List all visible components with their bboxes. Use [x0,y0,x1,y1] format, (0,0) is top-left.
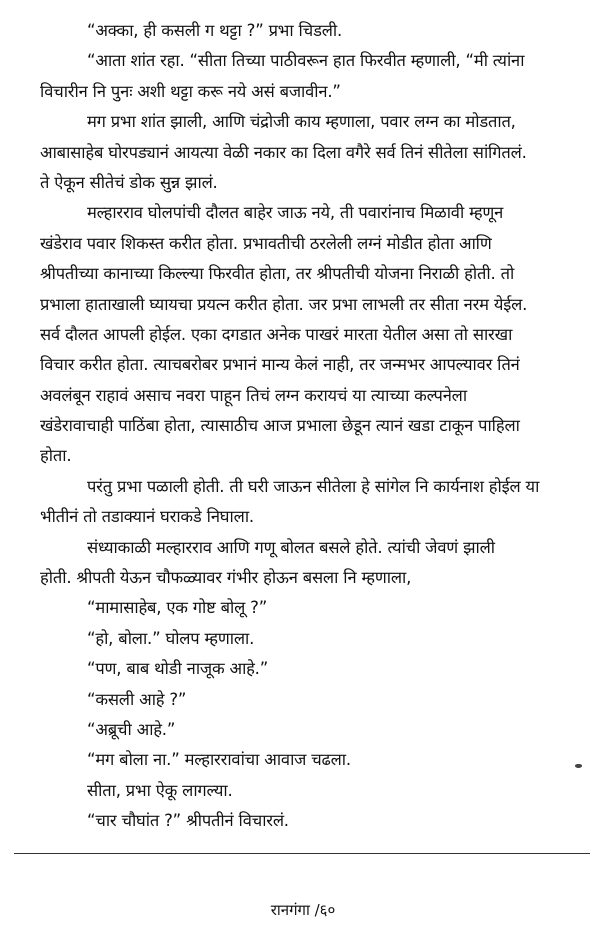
text-line: श्रीपतीच्या कानाच्या किल्ल्या फिरवीत होता, तर श्रीपतीची योजना निराळी होती. तो [40,264,515,284]
dialogue-line: “हो, बोला.” घोलप म्हणाला. [87,628,255,648]
text-line: भीतीनं तो तडाक्यानं घराकडे निघाला. [40,507,254,527]
text-line: होता. [40,446,72,466]
dialogue-line: “मामासाहेब, एक गोष्ट बोलू ?” [87,598,268,618]
dialogue-line: “अब्रूची आहे.” [87,719,176,739]
text-line: विचार करीत होता. त्याचबरोबर प्रभानं मान्य केलं नाही, तर जन्मभर आपल्यावर तिनं [40,355,520,375]
text-line: परंतु प्रभा पळाली होती. ती घरी जाऊन सीतेला हे सांगेल नि कार्यनाश होईल या [87,476,540,496]
dialogue-line: “कसली आहे ?” [87,689,187,709]
text-line: अवलंबून राहावं असाच नवरा पाहून तिचं लग्न करायचं या त्याच्या कल्पनेला [40,385,467,405]
text-line: मल्हारराव घोलपांची दौलत बाहेर जाऊ नये, ती पवारांनाच मिळावी म्हणून [87,203,504,223]
text-line: मग प्रभा शांत झाली, आणि चंद्रोजी काय म्हणाला, पवार लग्न का मोडतात, [87,112,516,132]
text-line: खंडेराव पवार शिकस्त करीत होता. प्रभावतीची ठरलेली लग्नं मोडीत होता आणि [40,233,492,253]
page-footer: रानगंगा /६० [270,901,336,919]
text-line: ते ऐकून सीतेचं डोक सुन्न झालं. [40,172,218,192]
dialogue-line: सीता, प्रभा ऐकू लागल्या. [87,780,233,800]
text-line: “अक्का, ही कसली ग थट्टा ?” प्रभा चिडली. [87,21,342,40]
text-line: “आता शांत रहा. “सीता तिच्या पाठीवरून हात फिरवीत म्हणाली, “मी त्यांना [87,51,525,71]
text-line: प्रभाला हाताखाली घ्यायचा प्रयत्न करीत होता. जर प्रभा लाभली तर सीता नरम येईल. [40,294,528,314]
text-line: विचारीन नि पुनः अशी थट्टा करू नये असं बजावीन.” [40,81,341,101]
text-line: होती. श्रीपती येऊन चौफळ्यावर गंभीर होऊन बसला नि म्हणाला, [40,568,412,588]
dialogue-line: “चार चौघांत ?” श्रीपतीनं विचारलं. [87,811,289,831]
text-line: संध्याकाळी मल्हारराव आणि गणू बोलत बसले होते. त्यांची जेवणं झाली [87,537,495,557]
text-line: सर्व दौलत आपली होईल. एका दगडात अनेक पाखरं मारता येतील असा तो सारखा [40,324,513,344]
footer-divider [14,853,590,854]
dialogue-line: “पण, बाब थोडी नाजूक आहे.” [87,659,269,679]
dialogue-line: “मग बोला ना.” मल्हाररावांचा आवाज चढला. [87,750,351,770]
ink-speck [575,764,582,768]
text-line: खंडेरावाचाही पाठिंबा होता, त्यासाठीच आज प्रभाला छेडून त्यानं खडा टाकून पाहिला [40,416,520,436]
text-line: आबासाहेब घोरपड्यानं आयत्या वेळी नकार का दिला वगैरे सर्व तिनं सीतेला सांगितलं. [40,142,527,162]
body-text [40,16,588,837]
